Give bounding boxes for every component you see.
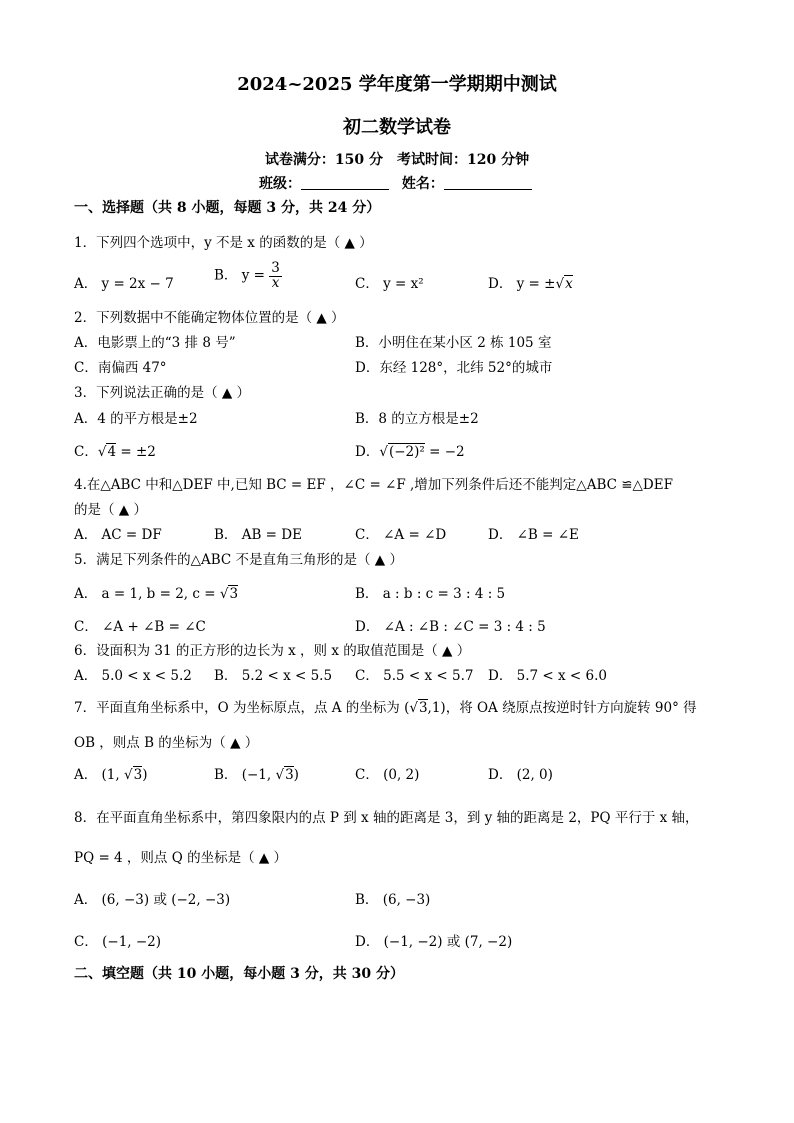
q4-stem-line2: 的是（ ▲ ） [74,502,147,518]
name-label: 姓名： [401,176,444,192]
q3-c-radicand: 4 [107,444,117,460]
q2-option-b: B．小明住在某小区 2 栋 105 室 [355,335,552,351]
q2-option-c: C．南偏西 47° [74,360,167,376]
exam-subtitle: 初二数学试卷 [343,117,451,138]
q7-b-radicand: 3 [285,767,294,783]
student-fields [259,173,532,193]
q6-option-a: A． 5.0 < x < 5.2 [74,668,192,684]
q7-option-d: D． (2, 0) [488,767,553,783]
q1-option-d: D． y = ±√x [488,276,573,292]
q7-a-prefix: A． (1, [74,767,124,783]
q3-c-prefix: C． [74,444,98,460]
q1-stem: 1．下列四个选项中，y 不是 x 的函数的是（ ▲ ） [74,235,373,251]
q1-option-a: A． y = 2x − 7 [74,276,174,292]
exam-title: 2024~2025 学年度第一学期期中测试 [237,74,557,95]
q4-option-a: A． AC = DF [74,527,162,543]
q8-option-a: A． (6, −3) 或 (−2, −3) [74,892,231,908]
q1-d-radicand: x [565,276,573,292]
q1-b-fraction [269,262,282,290]
q7-stem-b: ,1)，将 OA 绕原点按逆时针方向旋转 90° 得 [427,700,697,716]
q8-stem-line2: PQ = 4 ，则点 Q 的坐标是（ ▲ ） [74,850,288,866]
q5-stem: 5．满足下列条件的△ABC 不是直角三角形的是（ ▲ ） [74,552,403,568]
q4-option-c: C． ∠A = ∠D [355,527,447,543]
q8-option-d: D． (−1, −2) 或 (7, −2) [355,934,513,950]
q8-option-c: C． (−1, −2) [74,934,162,950]
q3-option-d: D．√(−2)² = −2 [355,444,465,460]
q3-option-a: A．4 的平方根是±2 [74,411,198,427]
q1-b-denominator: x [271,274,280,291]
q3-d-radicand: (−2)² [388,444,425,460]
q8-option-b: B． (6, −3) [355,892,431,908]
q5-option-b: B． a : b : c = 3 : 4 : 5 [355,586,506,602]
name-blank [444,175,532,190]
q7-stem-line2: OB ，则点 B 的坐标为（ ▲ ） [74,735,259,751]
q1-d-prefix: D． y = ± [488,276,556,292]
q4-stem-line1: 4.在△ABC 中和△DEF 中,已知 BC = EF ，∠C = ∠F ,增加下列条件后还不能判定△ABC ≌△DEF [74,477,673,493]
q1-option-b [214,262,282,290]
q3-d-suffix: = −2 [424,444,465,460]
q5-a-prefix: A． a = 1, b = 2, c = [74,586,220,602]
q5-option-c: C． ∠A + ∠B = ∠C [74,619,206,635]
q7-b-suffix: ) [293,767,299,783]
q5-option-a: A． a = 1, b = 2, c = √3 [74,586,239,602]
q2-option-d: D．东经 128°，北纬 52°的城市 [355,360,553,376]
q6-option-b: B． 5.2 < x < 5.5 [214,668,333,684]
q7-b-prefix: B． (−1, [214,767,276,783]
q5-option-d: D． ∠A : ∠B : ∠C = 3 : 4 : 5 [355,619,546,635]
q5-a-radicand: 3 [229,586,239,602]
q1-b-numerator: 3 [271,260,280,276]
class-label: 班级： [259,176,301,192]
q7-a-radicand: 3 [133,767,143,783]
section-choice-heading: 一、选择题（共 8 小题，每题 3 分，共 24 分） [74,200,381,216]
q7-stem-a: 7．平面直角坐标系中，O 为坐标原点，点 A 的坐标为 ( [74,700,410,716]
q7-option-a: A． (1, √3) [74,767,148,783]
section-fill-heading: 二、填空题（共 10 小题，每小题 3 分，共 30 分） [74,966,404,982]
q2-option-a: A．电影票上的“3 排 8 号” [74,335,236,351]
q1-b-prefix: B． y = [214,267,265,284]
q7-option-c: C． (0, 2) [355,767,420,783]
q3-option-c: C．√4 = ±2 [74,444,156,460]
q3-option-b: B．8 的立方根是±2 [355,411,479,427]
q6-option-c: C． 5.5 < x < 5.7 [355,668,474,684]
q6-option-d: D． 5.7 < x < 6.0 [488,668,607,684]
q7-stem-line1: 7．平面直角坐标系中，O 为坐标原点，点 A 的坐标为 (√3,1)，将 OA 绕原点按逆时针方向旋转 90° 得 [74,700,697,716]
q3-stem: 3．下列说法正确的是（ ▲ ） [74,385,251,401]
q3-c-suffix: = ±2 [116,444,156,460]
q7-a-suffix: ) [142,767,148,783]
q4-option-d: D． ∠B = ∠E [488,527,579,543]
q2-stem: 2．下列数据中不能确定物体位置的是（ ▲ ） [74,310,345,326]
exam-info: 试卷满分：150 分 考试时间：120 分钟 [264,152,530,168]
class-blank [301,175,389,190]
q1-option-c: C． y = x² [355,276,424,292]
q3-d-prefix: D． [355,444,380,460]
q4-option-b: B． AB = DE [214,527,302,543]
q6-stem: 6．设面积为 31 的正方形的边长为 x ，则 x 的取值范围是（ ▲ ） [74,643,471,659]
q7-option-b: B． (−1, √3) [214,767,299,783]
q8-stem-line1: 8．在平面直角坐标系中，第四象限内的点 P 到 x 轴的距离是 3，到 y 轴的距离是 2，PQ 平行于 x 轴， [74,810,699,826]
q7-stem-radicand: 3 [418,700,428,716]
